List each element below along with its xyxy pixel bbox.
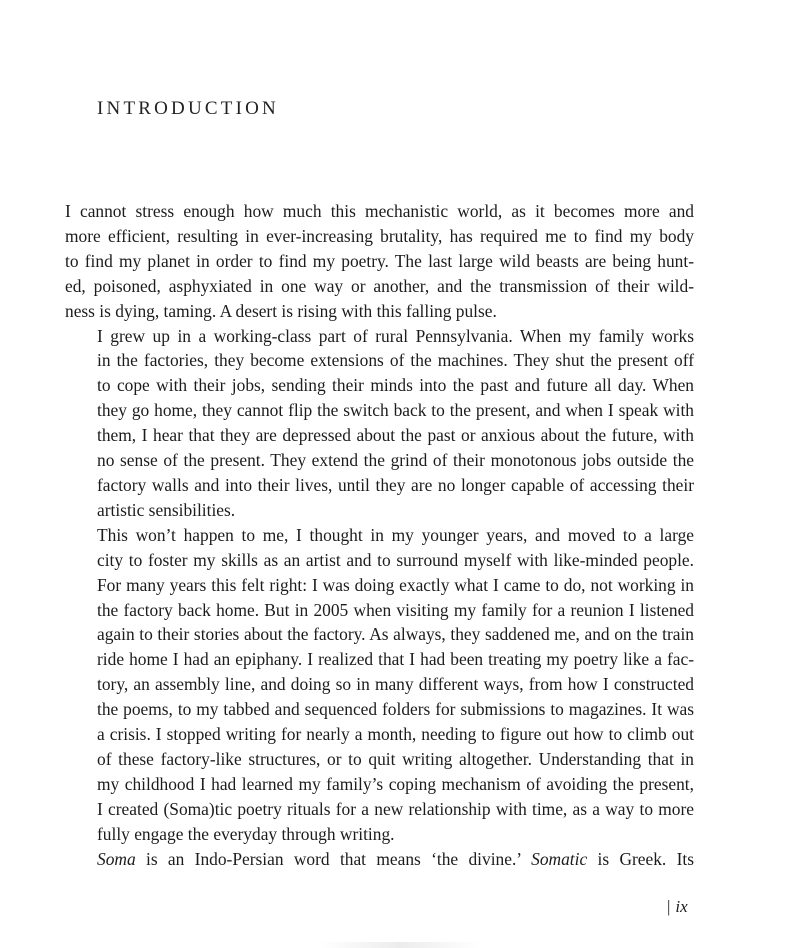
text-line: ride home I had an epiphany. I realized that I had been treating my poetry like a fac-	[97, 649, 694, 670]
paragraph-4	[65, 847, 694, 872]
page-folio	[667, 897, 688, 917]
text-line: ed, poisoned, asphyxiated in one way or another, and the transmission of their wild-	[65, 275, 694, 296]
text-line: again to their stories about the factory. As always, they saddened me, and on the train	[97, 624, 694, 645]
text-fragment: is an Indo-Persian word that means ‘the divine.’	[135, 848, 532, 869]
text-line: the factory back home. But in 2005 when visiting my family for a reunion I listened	[97, 599, 694, 620]
text-line: factory walls and into their lives, until they are no longer capable of accessing their	[97, 474, 694, 495]
text-line: tory, an assembly line, and doing so in many different ways, from how I constructed	[97, 674, 694, 695]
text-line: my childhood I had learned my family’s coping mechanism of avoiding the present,	[97, 773, 694, 794]
chapter-heading: INTRODUCTION	[97, 98, 279, 119]
text-line: to find my planet in order to find my poetry. The last large wild beasts are being hunt-	[65, 250, 694, 271]
page-edge-shadow	[320, 942, 480, 948]
paragraph-3	[65, 523, 694, 847]
text-line: I cannot stress enough how much this mechanistic world, as it becomes more and	[65, 201, 694, 221]
text-line: they go home, they cannot flip the switch back to the present, and when I speak with	[97, 400, 694, 421]
text-line: no sense of the present. They extend the grind of their monotonous jobs outside the	[97, 450, 694, 471]
body-text	[65, 199, 694, 871]
paragraph-2	[65, 324, 694, 523]
somatic-term: Somatic	[531, 848, 588, 869]
page-number: ix	[675, 897, 688, 916]
text-fragment: is Greek. Its	[587, 848, 694, 869]
text-line: This won’t happen to me, I thought in my younger years, and moved to a large	[97, 524, 694, 545]
paragraph-1	[65, 199, 694, 324]
text-line: I grew up in a working-class part of rural Pennsylvania. When my family works	[97, 325, 694, 346]
soma-term: Soma	[97, 848, 136, 869]
text-line: them, I hear that they are depressed about the past or anxious about the future, with	[97, 425, 694, 446]
text-line: ness is dying, taming. A desert is rising with this falling pulse.	[65, 300, 497, 321]
text-line: a crisis. I stopped writing for nearly a month, needing to figure out how to climb out	[97, 724, 694, 745]
text-line: more efficient, resulting in ever-increasing brutality, has required me to find my body	[65, 225, 694, 246]
text-line: to cope with their jobs, sending their minds into the past and future all day. When	[97, 375, 694, 396]
folio-separator: |	[667, 897, 671, 916]
text-line: artistic sensibilities.	[97, 499, 236, 520]
text-line: the poems, to my tabbed and sequenced folders for submissions to magazines. It was	[97, 699, 694, 720]
text-line: fully engage the everyday through writing.	[97, 823, 395, 844]
text-line: For many years this felt right: I was doing exactly what I came to do, not working in	[97, 574, 694, 595]
text-line: I created (Soma)tic poetry rituals for a new relationship with time, as a way to more	[97, 798, 694, 819]
text-line: of these factory-like structures, or to quit writing altogether. Understanding that in	[97, 748, 694, 769]
text-line-final	[65, 847, 694, 872]
text-line: in the factories, they become extensions of the machines. They shut the present off	[97, 350, 694, 371]
text-line: city to foster my skills as an artist and to surround myself with like-minded people.	[97, 549, 694, 570]
